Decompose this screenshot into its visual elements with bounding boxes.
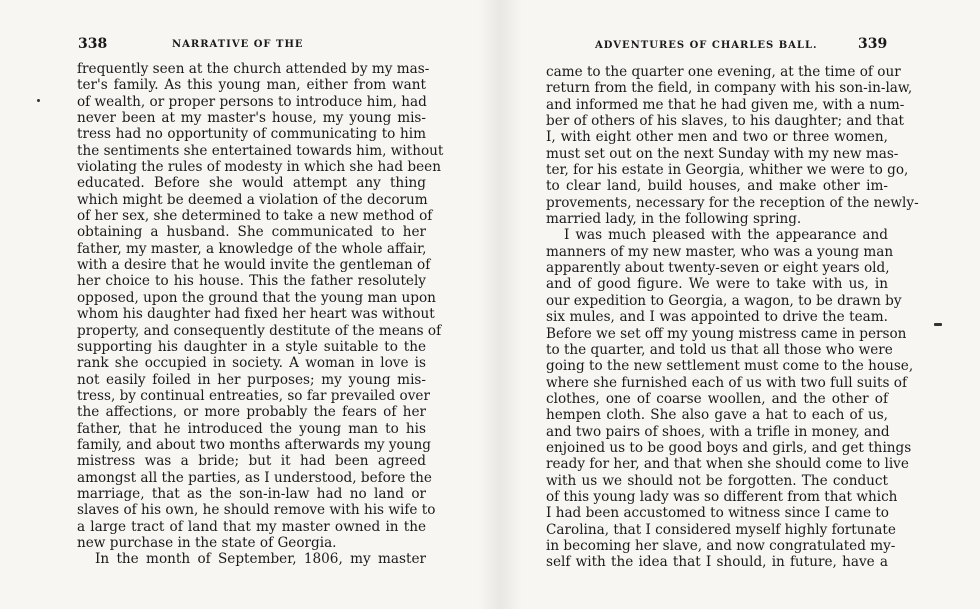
right-page [500,0,980,609]
text-line: supporting his daughter in a style suitable to the [77,338,426,355]
left-page-text [77,61,444,568]
text-line: I, with eight other men and two or three women, [546,129,888,146]
text-line: of this young lady was so different from that which [546,488,898,505]
text-line: self with the idea that I should, in future, have a [546,554,888,571]
text-line: educated. Before she would attempt any thing [77,175,426,192]
text-line: slaves of his own, he should remove with his wife to [77,502,436,519]
text-line: to clear land, build houses, and make other im- [546,178,888,195]
text-line: which might be deemed a violation of the decorum [77,191,428,208]
text-line: ter, for his estate in Georgia, whither we were to go, [546,162,909,179]
text-line: our expedition to Georgia, a wagon, to be drawn by [546,292,902,309]
text-line: family, and about two months afterwards my young [77,436,431,453]
text-line: violating the rules of modesty in which she had been [77,159,441,176]
text-line: six mules, and I was appointed to drive the team. [546,309,888,326]
right-page-text [546,64,919,571]
text-line: marriage, that as the son-in-law had no land or [77,485,426,502]
text-line: Carolina, that I considered myself highly fortunate [546,521,896,538]
text-line: the sentiments she entertained towards him, without [77,142,444,159]
text-line: mistress was a bride; but it had been agreed [77,453,426,470]
left-page [0,0,480,609]
text-line: father, my master, a knowledge of the whole affair, [77,240,427,257]
text-line: I was much pleased with the appearance and [564,227,888,244]
text-line: hempen cloth. She also gave a hat to each of us, [546,407,888,424]
text-line: opposed, upon the ground that the young man upon [77,289,436,306]
text-line: never been at my master's house, my young mis- [77,110,426,127]
text-line: married lady, in the following spring. [546,211,802,228]
text-line: father, that he introduced the young man to his [77,420,426,437]
text-line: rank she occupied in society. A woman in love is [77,355,426,372]
text-line: manners of my new master, who was a young man [546,243,894,260]
text-line: frequently seen at the church attended by my mas- [77,61,430,77]
text-line: I had been accustomed to witness since I came to [546,505,889,522]
text-line: of wealth, or proper persons to introduce him, had [77,93,427,110]
text-line: provements, necessary for the reception of the newly- [546,194,919,211]
text-line: enjoined us to be good boys and girls, and get things [546,439,912,456]
text-line: ter's family. As this young man, either from want [77,77,426,94]
text-line: Before we set off my young mistress came in person [546,325,907,342]
text-line: tress, by continual entreaties, so far prevailed over [77,387,430,404]
text-line: with a desire that he would invite the gentleman of [77,257,431,274]
text-line: ready for her, and that when she should come to live [546,456,909,473]
text-line: whom his daughter had fixed her heart was without [77,306,435,323]
text-line: going to the new settlement must come to the house, [546,358,914,375]
text-line: and informed me that he had given me, with a num- [546,96,905,113]
text-line: obtaining a husband. She communicated to her [77,224,426,241]
text-line: a large tract of land that my master owned in the [77,518,426,535]
text-line: not easily foiled in her purposes; my young mis- [77,371,426,388]
text-line: where she furnished each of us with two full suits of [546,374,907,391]
text-line: must set out on the next Sunday with my new mas- [546,145,899,162]
text-line: amongst all the parties, as I understood, before the [77,469,432,486]
text-line: with us we should not be forgotten. The conduct [546,472,888,489]
text-line: clothes, one of coarse woollen, and the other of [546,390,888,407]
text-line: came to the quarter one evening, at the time of our [546,64,901,80]
text-line: and of good figure. We were to take with us, in [546,276,888,293]
text-line: of her sex, she determined to take a new method of [77,208,433,225]
text-line: ber of others of his slaves, to his daughter; and that [546,113,905,130]
text-line: In the month of September, 1806, my master [95,551,426,568]
text-line: apparently about twenty-seven or eight years old, [546,260,890,277]
ink-speck [37,99,40,102]
right-running-head: ADVENTURES OF CHARLES BALL. [595,40,818,51]
text-line: property, and consequently destitute of the means of [77,322,442,339]
text-line: tress had no opportunity of communicating to him [77,126,426,143]
left-page-number: 338 [78,36,108,52]
text-line: to the quarter, and told us that all those who were [546,341,893,358]
text-line: in becoming her slave, and now congratulated my- [546,537,896,554]
text-line: the affections, or more probably the fears of her [77,404,426,421]
text-line: her choice to his house. This the father resolutely [77,273,426,290]
ink-speck [934,323,942,326]
text-line: new purchase in the state of Georgia. [77,534,337,551]
right-page-number: 339 [858,36,888,52]
text-line: return from the field, in company with his son-in-law, [546,80,913,97]
text-line: and two pairs of shoes, with a trifle in money, and [546,423,890,440]
left-running-head: NARRATIVE OF THE [172,39,304,50]
